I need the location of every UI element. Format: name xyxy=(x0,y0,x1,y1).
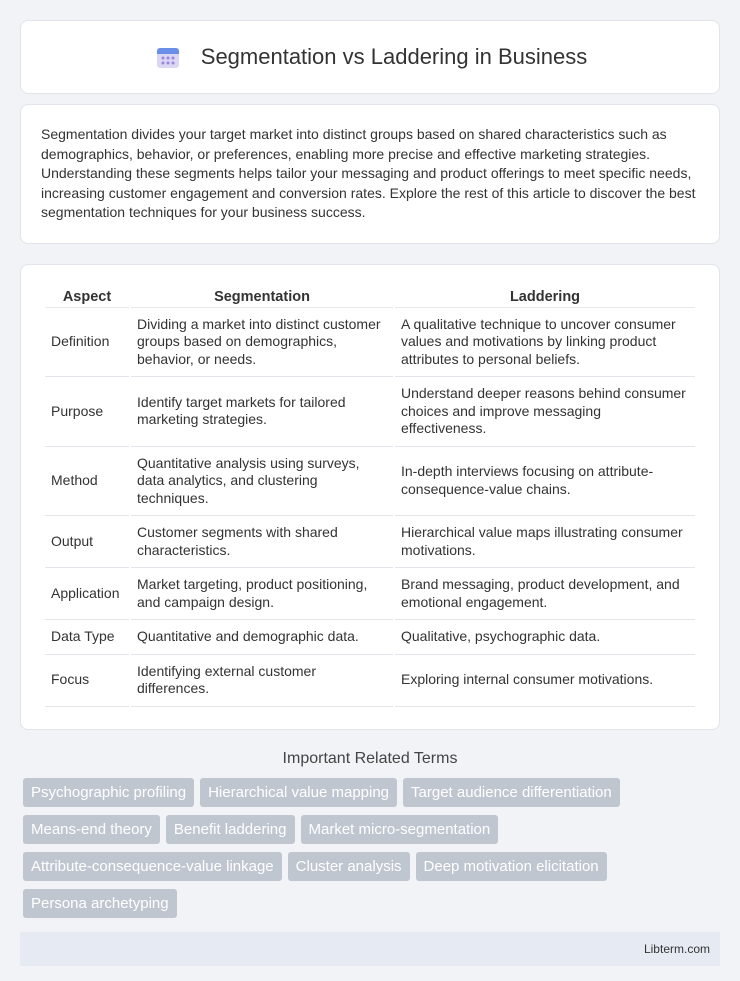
page-title: Segmentation vs Laddering in Business xyxy=(200,44,588,69)
row-aspect: Method xyxy=(45,447,129,517)
row-laddering: Understand deeper reasons behind consumer choices and improve messaging effectiveness. xyxy=(395,377,695,447)
row-laddering: Qualitative, psychographic data. xyxy=(395,620,695,655)
header-laddering: Laddering xyxy=(395,285,695,308)
related-term-tag[interactable]: Cluster analysis xyxy=(288,852,410,881)
row-segmentation: Dividing a market into distinct customer groups based on demographics, behavior, or needs. xyxy=(131,308,393,378)
related-terms-title: Important Related Terms xyxy=(282,749,458,767)
table-row xyxy=(45,447,695,517)
row-segmentation: Quantitative analysis using surveys, data analytics, and clustering techniques. xyxy=(131,447,393,517)
related-term-tag[interactable]: Means-end theory xyxy=(23,815,160,844)
related-term-tag[interactable]: Psychographic profiling xyxy=(23,778,194,807)
related-term-tag[interactable]: Hierarchical value mapping xyxy=(200,778,397,807)
table-row xyxy=(45,568,695,620)
row-laddering: A qualitative technique to uncover consumer values and motivations by linking product attributes to personal beliefs. xyxy=(395,308,695,378)
page-header xyxy=(20,20,720,94)
row-laddering: Hierarchical value maps illustrating consumer motivations. xyxy=(395,516,695,568)
row-segmentation: Identifying external customer differences. xyxy=(131,655,393,707)
related-term-tag[interactable]: Attribute-consequence-value linkage xyxy=(23,852,282,881)
intro-text: Segmentation divides your target market into distinct groups based on shared characteristics such as demographics, behavior, or preferences, enabling more precise and effective marketing strategies. Understanding these segments helps tailor your messaging and product offerings to meet specific needs, increasing customer engagement and conversion rates. Explore the rest of this article to discover the best segmentation techniques for your business success. xyxy=(41,126,696,220)
header-aspect: Aspect xyxy=(45,285,129,308)
related-term-tag[interactable]: Deep motivation elicitation xyxy=(416,852,607,881)
row-segmentation: Customer segments with shared characteristics. xyxy=(131,516,393,568)
table-row xyxy=(45,620,695,655)
footer xyxy=(20,932,720,966)
related-term-tag[interactable]: Market micro-segmentation xyxy=(301,815,499,844)
table-header-row xyxy=(45,285,695,308)
row-segmentation: Quantitative and demographic data. xyxy=(131,620,393,655)
related-terms-list xyxy=(20,778,720,918)
comparison-card xyxy=(20,264,720,730)
table-row xyxy=(45,377,695,447)
footer-site-link[interactable]: Libterm.com xyxy=(643,941,710,956)
row-aspect: Output xyxy=(45,516,129,568)
table-row xyxy=(45,308,695,378)
row-segmentation: Identify target markets for tailored marketing strategies. xyxy=(131,377,393,447)
row-segmentation: Market targeting, product positioning, and campaign design. xyxy=(131,568,393,620)
calendar-icon xyxy=(153,42,183,72)
row-laddering: In-depth interviews focusing on attribute-consequence-value chains. xyxy=(395,447,695,517)
related-term-tag[interactable]: Persona archetyping xyxy=(23,889,177,918)
row-aspect: Focus xyxy=(45,655,129,707)
row-laddering: Brand messaging, product development, and emotional engagement. xyxy=(395,568,695,620)
intro-card xyxy=(20,104,720,244)
row-laddering: Exploring internal consumer motivations. xyxy=(395,655,695,707)
row-aspect: Application xyxy=(45,568,129,620)
comparison-table xyxy=(43,285,697,707)
table-row xyxy=(45,516,695,568)
related-term-tag[interactable]: Benefit laddering xyxy=(166,815,295,844)
related-term-tag[interactable]: Target audience differentiation xyxy=(403,778,620,807)
row-aspect: Data Type xyxy=(45,620,129,655)
row-aspect: Purpose xyxy=(45,377,129,447)
header-segmentation: Segmentation xyxy=(131,285,393,308)
table-row xyxy=(45,655,695,707)
row-aspect: Definition xyxy=(45,308,129,378)
